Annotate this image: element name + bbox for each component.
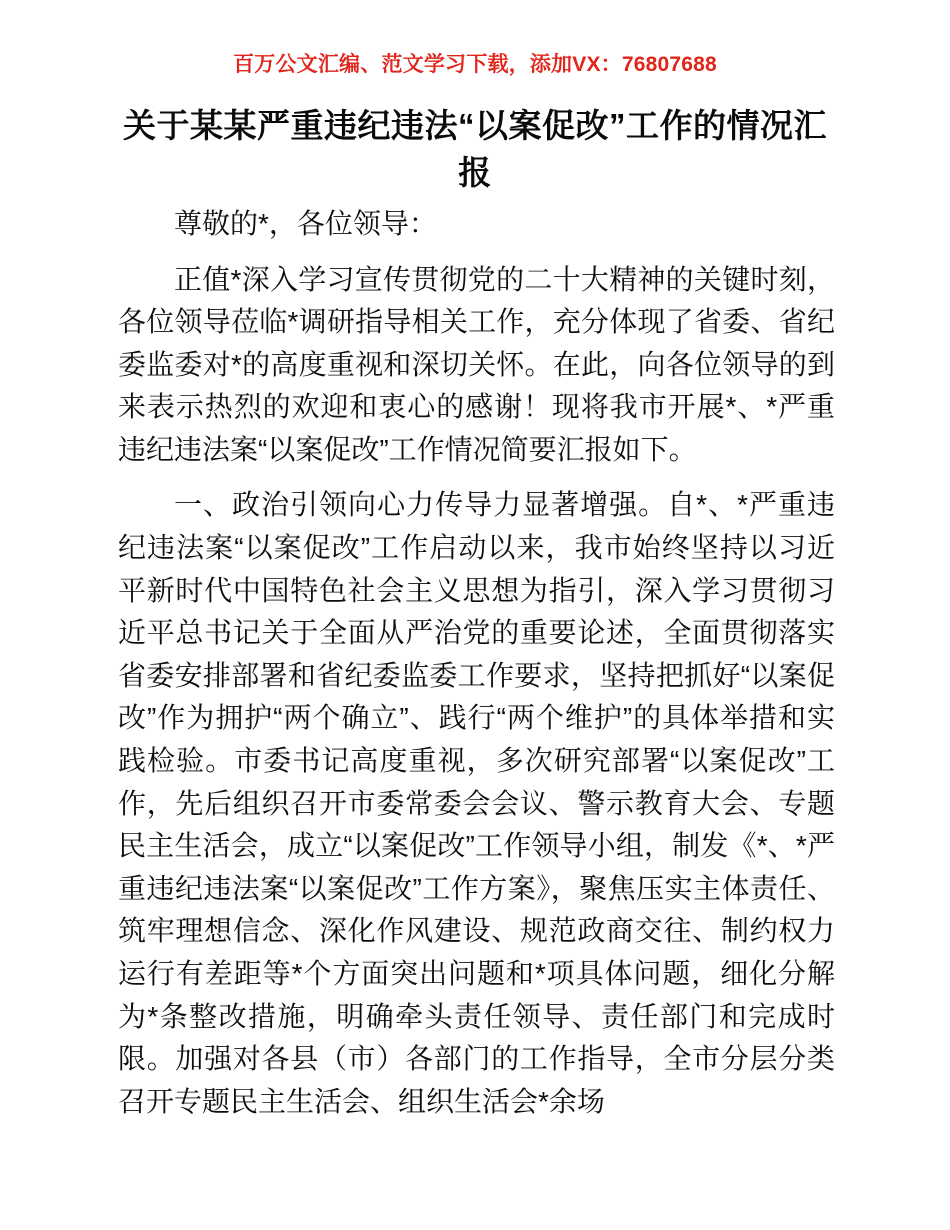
salutation-paragraph: 尊敬的*，各位领导： — [174, 207, 437, 239]
promo-banner — [0, 0, 950, 79]
body-paragraph-1: 正值*深入学习宣传贯彻党的二十大精神的关键时刻，各位领导莅临*调研指导相关工作，充分体现了省委、省纪委监委对*的高度重视和深切关怀。在此，向各位领导的到来表示热烈的欢迎和衷心的感谢！现将我市开展*、*严重违纪违法案“以案促改”工作情况简要汇报如下。 — [118, 263, 835, 465]
page-title: 关于某某严重违纪违法“以案促改”工作的情况汇报 — [123, 107, 827, 192]
promo-banner-text: 百万公文汇编、范文学习下载，添加VX：76807688 — [233, 53, 717, 76]
document-body — [0, 197, 950, 1123]
body-paragraph-2: 一、政治引领向心力传导力显著增强。自*、*严重违纪违法案“以案促改”工作启动以来，我市始终坚持以习近平新时代中国特色社会主义思想为指引，深入学习贯彻习近平总书记关于全面从严治党的重要论述，全面贯彻落实省委安排部署和省纪委监委工作要求，坚持把抓好“以案促改”作为拥护“两个确立”、践行“两个维护”的具体举措和实践检验。市委书记高度重视，多次研究部署“以案促改”工作，先后组织召开市委常委会会议、警示教育大会、专题民主生活会，成立“以案促改”工作领导小组，制发《*、*严重违纪违法案“以案促改”工作方案》，聚焦压实主体责任、筑牢理想信念、深化作风建设、规范政商交往、制约权力运行有差距等*个方面突出问题和*项具体问题，细化分解为*条整改措施，明确牵头责任领导、责任部门和完成时限。加强对各县（市）各部门的工作指导，全市分层分类召开专题民主生活会、组织生活会*余场 — [118, 489, 835, 1117]
